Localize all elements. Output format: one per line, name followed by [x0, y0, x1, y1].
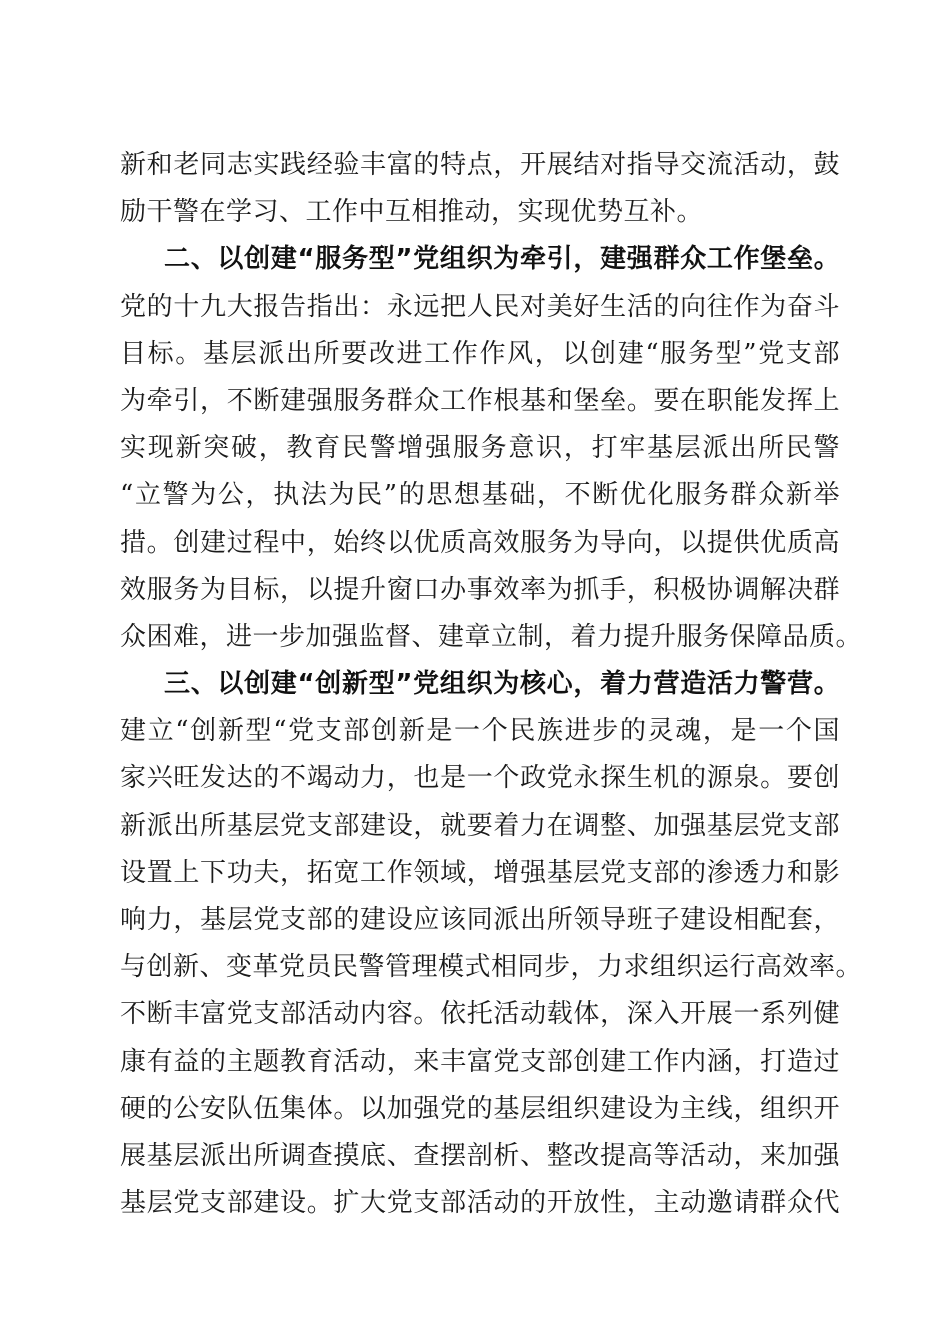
body-line: 建立“创新型“党支部创新是一个民族进步的灵魂，是一个国: [120, 716, 840, 747]
body-line: 效服务为目标，以提升窗口办事效率为抓手，积极协调解决群: [120, 574, 840, 605]
body-line: 展基层派出所调查摸底、查摆剖析、整改提高等活动，来加强: [120, 1140, 840, 1171]
section-heading-service: 二、以创建“服务型”党组织为牵引，建强群众工作堡垒。: [164, 244, 840, 275]
body-line: 众困难，进一步加强监督、建章立制，着力提升服务保障品质。: [120, 621, 863, 652]
body-line: 硬的公安队伍集体。以加强党的基层组织建设为主线，组织开: [120, 1093, 840, 1124]
body-line: 新和老同志实践经验丰富的特点，开展结对指导交流活动，鼓: [120, 150, 840, 180]
body-line: 康有益的主题教育活动，来丰富党支部创建工作内涵，打造过: [120, 1046, 840, 1077]
body-line: 措。创建过程中，始终以优质高效服务为导向，以提供优质高: [120, 527, 840, 558]
body-line: 响力，基层党支部的建设应该同派出所领导班子建设相配套，: [120, 905, 840, 935]
body-line: 与创新、变革党员民警管理模式相同步，力求组织运行高效率。: [120, 952, 863, 983]
body-line: 励干警在学习、工作中互相推动，实现优势互补。: [120, 197, 704, 228]
body-line: 新派出所基层党支部建设，就要着力在调整、加强基层党支部: [120, 810, 840, 841]
body-line: “立警为公，执法为民”的思想基础，不断优化服务群众新举: [120, 480, 840, 511]
body-line: 设置上下功夫，拓宽工作领域，增强基层党支部的渗透力和影: [120, 857, 840, 888]
body-line: 为牵引，不断建强服务群众工作根基和堡垒。要在职能发挥上: [120, 385, 840, 416]
body-line: 基层党支部建设。扩大党支部活动的开放性，主动邀请群众代: [120, 1188, 840, 1219]
body-line: 实现新突破，教育民警增强服务意识，打牢基层派出所民警: [120, 433, 840, 464]
body-line: 不断丰富党支部活动内容。依托活动载体，深入开展一系列健: [120, 999, 840, 1030]
document-body: [120, 142, 863, 1227]
body-line: 党的十九大报告指出：永远把人民对美好生活的向往作为奋斗: [120, 291, 840, 322]
body-line: 目标。基层派出所要改进工作作风，以创建“服务型”党支部: [120, 338, 840, 369]
section-heading-innovation: 三、以创建“创新型”党组织为核心，着力营造活力警营。: [164, 669, 840, 700]
body-line: 家兴旺发达的不竭动力，也是一个政党永探生机的源泉。要创: [120, 763, 840, 794]
